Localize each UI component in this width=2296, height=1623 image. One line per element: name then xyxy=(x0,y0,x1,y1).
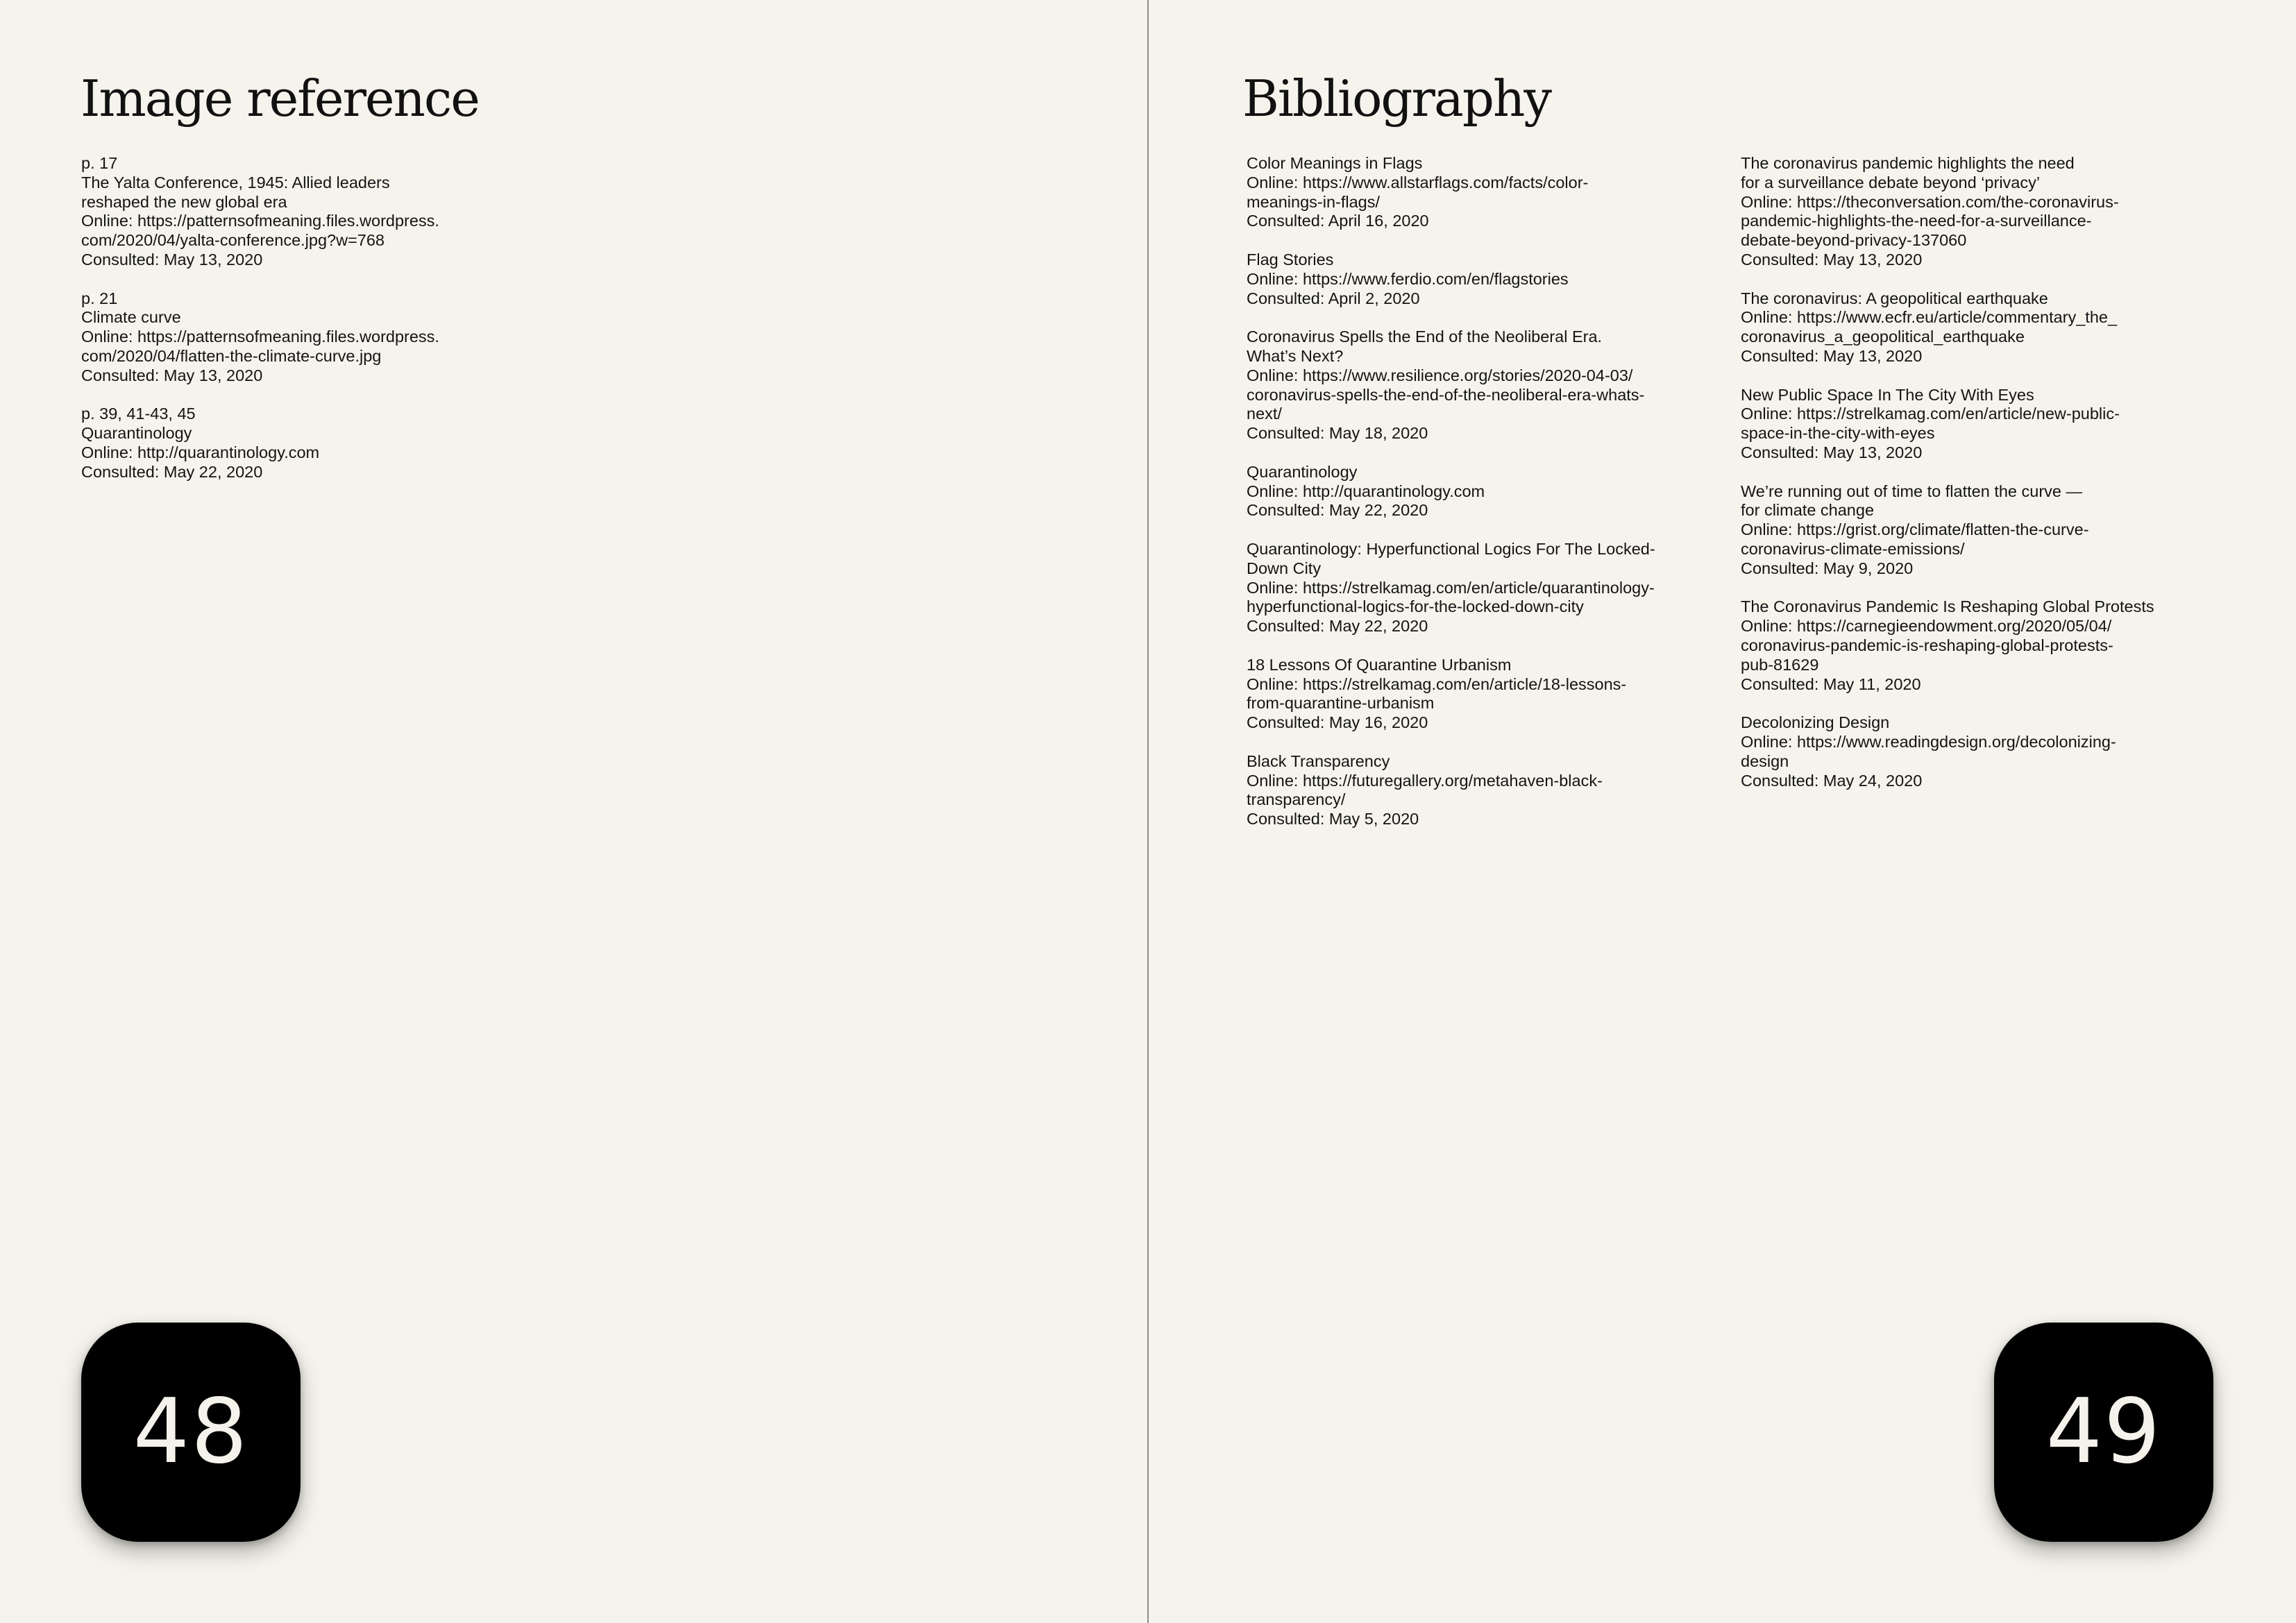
reference-line: Consulted: May 22, 2020 xyxy=(81,462,263,481)
reference-line: The Yalta Conference, 1945: Allied leaders xyxy=(81,173,390,192)
reference-line: coronavirus-pandemic-is-reshaping-global-protests- xyxy=(1741,636,2113,654)
reference-line: Quarantinology xyxy=(81,424,192,443)
reference-line: com/2020/04/yalta-conference.jpg?w=768 xyxy=(81,231,385,250)
reference-line: coronavirus_a_geopolitical_earthquake xyxy=(1741,328,2025,346)
reference-entry xyxy=(81,289,539,386)
reference-title: Black Transparency xyxy=(1247,751,1390,770)
reference-entry xyxy=(1741,597,2220,694)
reference-title: The coronavirus: A geopolitical earthquake xyxy=(1741,289,2048,307)
left-page xyxy=(0,0,1147,1623)
reference-entry xyxy=(1247,752,1725,829)
reference-line: Consulted: May 24, 2020 xyxy=(1741,771,1923,790)
reference-entry xyxy=(1247,656,1725,733)
reference-title: Decolonizing Design xyxy=(1741,713,1890,732)
reference-entry xyxy=(1741,482,2220,579)
reference-line: Online: https://theconversation.com/the-coronavirus- xyxy=(1741,192,2119,211)
reference-entry xyxy=(1247,250,1725,308)
reference-line: Online: https://futuregallery.org/metahaven-black- xyxy=(1247,771,1603,790)
reference-title: p. 17 xyxy=(81,154,118,172)
reference-line: Down City xyxy=(1247,559,1322,577)
reference-title: Coronavirus Spells the End of the Neoliberal Era. xyxy=(1247,328,1603,346)
reference-entry xyxy=(1247,463,1725,520)
reference-line: Climate curve xyxy=(81,308,181,327)
reference-line: for a surveillance debate beyond ‘privacy’ xyxy=(1741,173,2041,192)
reference-line: Online: https://strelkamag.com/en/article/quarantinology- xyxy=(1247,578,1655,597)
reference-title: The coronavirus pandemic highlights the need xyxy=(1741,154,2075,172)
reference-line: coronavirus-spells-the-end-of-the-neoliberal-era-whats- xyxy=(1247,385,1645,404)
reference-line: com/2020/04/flatten-the-climate-curve.jpg xyxy=(81,346,382,365)
reference-line: Consulted: May 22, 2020 xyxy=(1247,501,1428,520)
reference-title: Flag Stories xyxy=(1247,250,1334,269)
right-page xyxy=(1149,0,2296,1623)
reference-line: Consulted: May 18, 2020 xyxy=(1247,424,1428,443)
reference-line: Consulted: May 13, 2020 xyxy=(81,366,263,384)
reference-line: Consulted: May 13, 2020 xyxy=(1741,346,1923,365)
reference-title: We’re running out of time to flatten the curve — xyxy=(1741,482,2083,500)
reference-title: Quarantinology xyxy=(1247,462,1358,481)
reference-line: Online: https://strelkamag.com/en/article/18-lessons- xyxy=(1247,674,1627,693)
reference-entry xyxy=(1247,540,1725,636)
reference-line: Consulted: May 13, 2020 xyxy=(1741,443,1923,461)
reference-line: for climate change xyxy=(1741,501,1875,520)
reference-line: Online: https://carnegieendowment.org/2020/05/04/ xyxy=(1741,617,2112,636)
reference-line: Online: https://www.allstarflags.com/facts/color- xyxy=(1247,173,1589,192)
reference-entry xyxy=(1247,328,1725,443)
reference-line: Consulted: May 11, 2020 xyxy=(1741,674,1921,693)
reference-entry xyxy=(1741,713,2220,790)
reference-line: What’s Next? xyxy=(1247,346,1344,365)
page-number-badge-right xyxy=(1994,1323,2213,1542)
reference-line: Online: https://www.ferdio.com/en/flagstories xyxy=(1247,269,1569,288)
reference-line: Consulted: May 5, 2020 xyxy=(1247,810,1419,829)
reference-title: 18 Lessons Of Quarantine Urbanism xyxy=(1247,655,1512,674)
page-title-image-reference: Image reference xyxy=(81,69,479,128)
reference-line: transparency/ xyxy=(1247,790,1346,809)
reference-line: Consulted: May 9, 2020 xyxy=(1741,559,1914,577)
reference-line: meanings-in-flags/ xyxy=(1247,192,1381,211)
bibliography-column-1 xyxy=(1247,154,1725,849)
image-reference-list xyxy=(81,154,539,501)
reference-line: reshaped the new global era xyxy=(81,192,287,211)
reference-line: Online: https://www.ecfr.eu/article/commentary_the_ xyxy=(1741,308,2118,327)
reference-line: coronavirus-climate-emissions/ xyxy=(1741,539,1965,558)
page-number-right: 49 xyxy=(2045,1380,2162,1484)
reference-line: debate-beyond-privacy-137060 xyxy=(1741,231,1967,250)
reference-entry xyxy=(1741,289,2220,366)
reference-entry xyxy=(1741,386,2220,463)
reference-line: Online: https://www.readingdesign.org/decolonizing- xyxy=(1741,732,2116,751)
reference-title: Color Meanings in Flags xyxy=(1247,154,1423,172)
reference-line: Online: https://strelkamag.com/en/article/new-public- xyxy=(1741,405,2120,423)
reference-title: The Coronavirus Pandemic Is Reshaping Global Protests xyxy=(1741,597,2154,616)
reference-line: from-quarantine-urbanism xyxy=(1247,694,1435,713)
reference-line: Online: https://patternsofmeaning.files.wordpress. xyxy=(81,328,439,346)
reference-title: Quarantinology: Hyperfunctional Logics For The Locked- xyxy=(1247,539,1655,558)
reference-title: p. 21 xyxy=(81,289,118,307)
reference-line: next/ xyxy=(1247,405,1282,423)
reference-title: p. 39, 41-43, 45 xyxy=(81,405,196,423)
reference-line: Online: https://www.resilience.org/stories/2020-04-03/ xyxy=(1247,366,1633,384)
reference-entry xyxy=(1741,154,2220,270)
bibliography-column-2 xyxy=(1741,154,2220,810)
page-title-bibliography: Bibliography xyxy=(1242,69,1551,128)
reference-line: Consulted: May 13, 2020 xyxy=(81,250,263,269)
reference-entry xyxy=(81,154,539,270)
reference-line: design xyxy=(1741,751,1789,770)
page-number-left: 48 xyxy=(133,1380,249,1484)
reference-line: Consulted: May 16, 2020 xyxy=(1247,713,1428,732)
reference-line: hyperfunctional-logics-for-the-locked-down-city xyxy=(1247,597,1584,616)
reference-line: Online: http://quarantinology.com xyxy=(1247,482,1485,500)
reference-line: Online: https://grist.org/climate/flatten-the-curve- xyxy=(1741,520,2089,539)
reference-entry xyxy=(81,405,539,482)
reference-line: Online: http://quarantinology.com xyxy=(81,443,320,461)
reference-line: space-in-the-city-with-eyes xyxy=(1741,424,1935,443)
reference-line: pandemic-highlights-the-need-for-a-surveillance- xyxy=(1741,212,2092,230)
reference-line: Online: https://patternsofmeaning.files.wordpress. xyxy=(81,212,439,230)
reference-line: Consulted: April 2, 2020 xyxy=(1247,289,1420,307)
reference-line: Consulted: April 16, 2020 xyxy=(1247,212,1429,230)
page-number-badge-left xyxy=(81,1323,301,1542)
reference-line: pub-81629 xyxy=(1741,655,1819,674)
reference-line: Consulted: May 22, 2020 xyxy=(1247,617,1428,636)
reference-title: New Public Space In The City With Eyes xyxy=(1741,385,2034,404)
reference-line: Consulted: May 13, 2020 xyxy=(1741,250,1923,269)
reference-entry xyxy=(1247,154,1725,231)
